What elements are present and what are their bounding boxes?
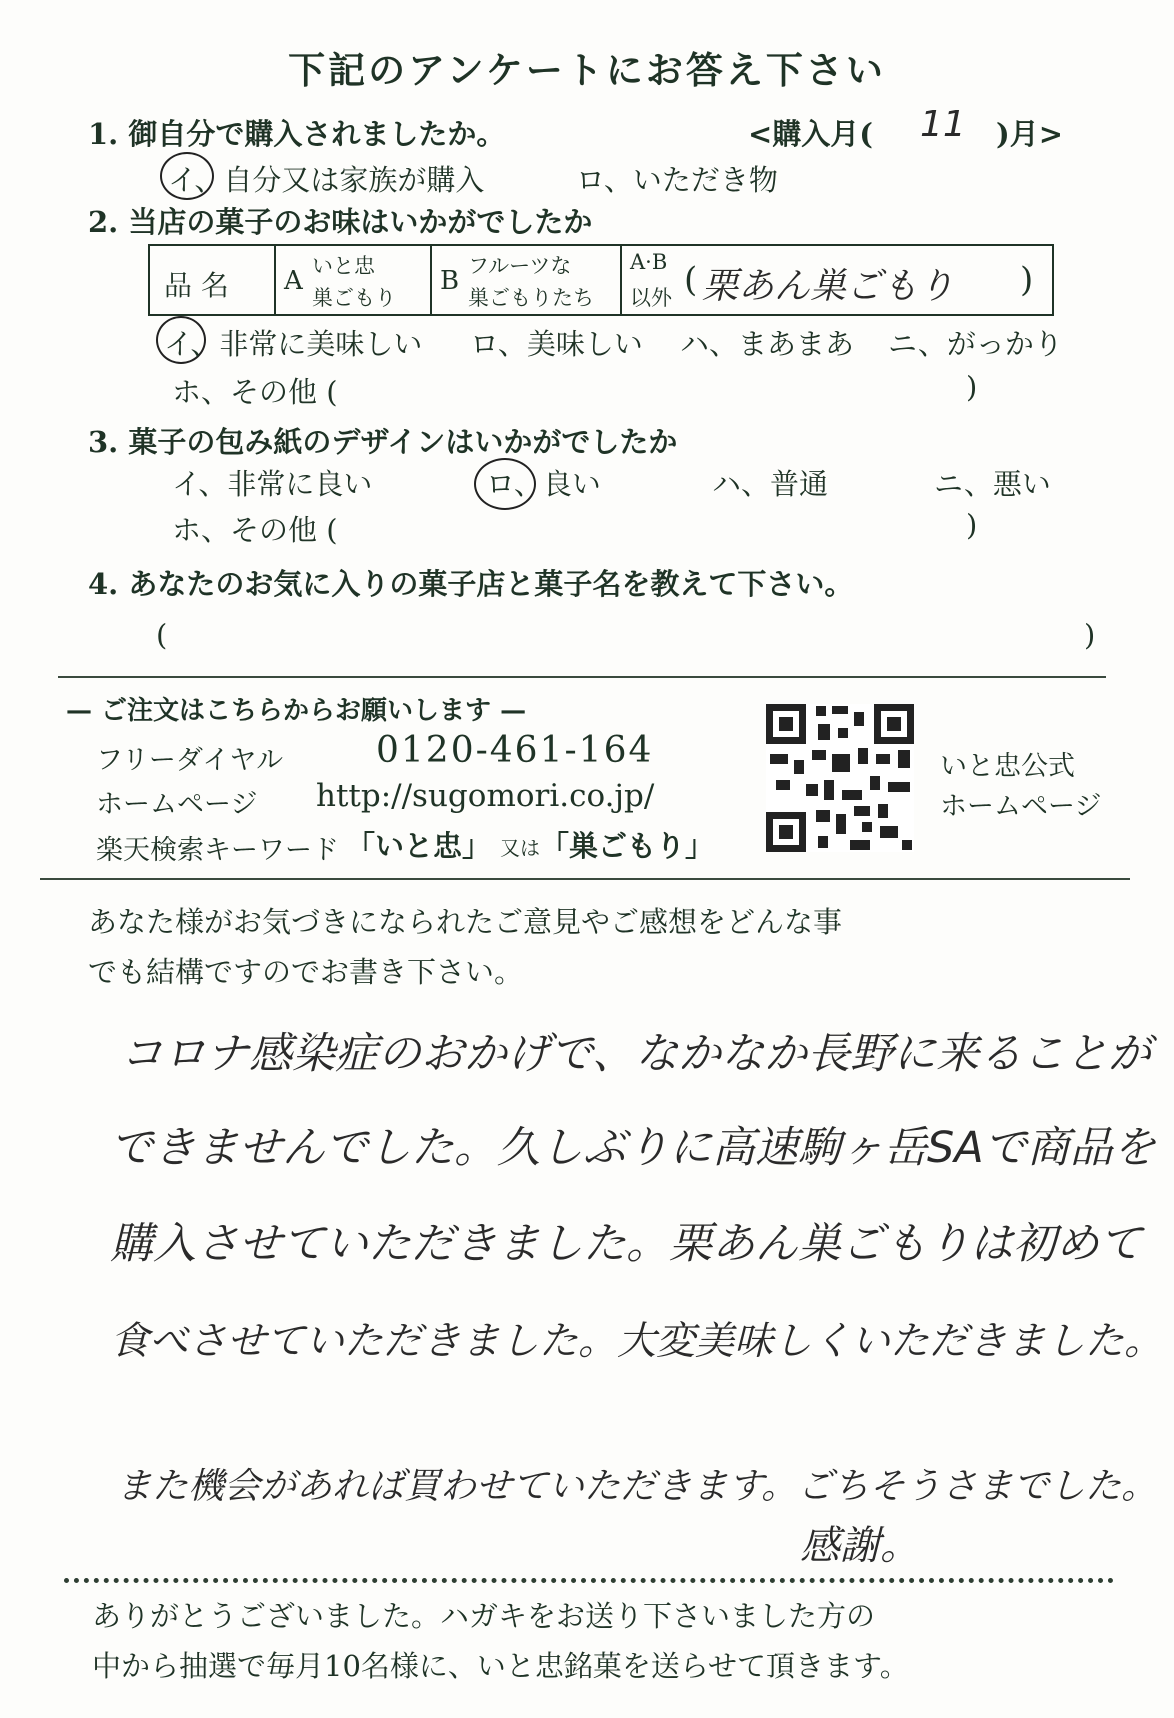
product-other-paren-close: ) <box>1020 260 1034 300</box>
keyword-itochu[interactable]: 「いと忠」 <box>346 829 492 863</box>
keyword-or: 又は <box>500 836 540 860</box>
q3-option-other[interactable]: ホ、その他 ( <box>172 513 338 547</box>
q3-other-paren-close: ) <box>966 508 978 542</box>
q3-label: 3. 菓子の包み紙のデザインはいかがでしたか <box>88 425 678 459</box>
handwritten-comment-line-3: 購入させていただきました。栗あん巣ごもりは初めて <box>110 1219 1142 1269</box>
footer-divider <box>64 1578 1114 1583</box>
q4-paren-close: ) <box>1084 618 1096 652</box>
q3-option-1[interactable]: イ、非常に良い <box>172 467 373 501</box>
q1-option-1[interactable]: イ、自分又は家族が購入 <box>168 163 485 197</box>
product-a-name-1: いと忠 <box>312 254 375 278</box>
product-a-cell <box>274 246 430 314</box>
q2-option-1[interactable]: イ、非常に美味しい <box>164 327 423 361</box>
purchase-month-suffix: )月> <box>996 117 1064 151</box>
product-a-name-2: 巣ごもり <box>312 286 396 310</box>
homepage-label: ホームページ <box>96 789 258 820</box>
q2-option-4[interactable]: ニ、がっかり <box>888 327 1063 361</box>
qr-caption-1: いと忠公式 <box>940 751 1075 782</box>
footer-line-1: ありがとうございました。ハガキをお送り下さいました方の <box>92 1599 876 1633</box>
product-other-paren-open: ( <box>684 260 698 300</box>
free-dial-number[interactable]: 0120-461-164 <box>376 730 654 771</box>
comment-prompt-1: あなた様がお気づきになられたご意見やご感想をどんな事 <box>88 905 843 939</box>
qr-caption-2: ホームページ <box>940 791 1102 822</box>
product-b-cell <box>430 246 620 314</box>
handwritten-comment-line-1: コロナ感染症のおかげで、なかなか長野に来ることが <box>120 1029 1152 1079</box>
product-b-name-2: 巣ごもりたち <box>468 286 594 310</box>
handwritten-comment-line-6: 感謝。 <box>800 1523 920 1569</box>
q2-option-other[interactable]: ホ、その他 ( <box>172 375 338 409</box>
product-name-table <box>148 244 1054 316</box>
q3-option-2[interactable]: ロ、良い <box>486 467 601 501</box>
q3-option-4[interactable]: ニ、悪い <box>934 467 1051 501</box>
product-a-letter: A <box>284 266 303 296</box>
purchase-month-value[interactable]: 11 <box>920 104 966 145</box>
survey-title: 下記のアンケートにお答え下さい <box>288 48 886 92</box>
free-dial-label: フリーダイヤル <box>96 745 284 776</box>
comment-divider <box>40 878 1130 880</box>
homepage-url[interactable]: http://sugomori.co.jp/ <box>316 778 655 814</box>
footer-line-2: 中から抽選で毎月10名様に、いと忠銘菓を送らせて頂きます。 <box>92 1649 909 1683</box>
handwritten-comment-line-5: また機会があれば買わせていただきます。ごちそうさまでした。 <box>116 1466 1158 1507</box>
product-other-label-2: 以外 <box>630 286 672 310</box>
q1-option-2[interactable]: ロ、いただき物 <box>576 163 778 197</box>
handwritten-comment-line-4: 食べさせていただきました。大変美味しくいただきました。 <box>110 1319 1164 1364</box>
product-name-header: 品 名 <box>164 269 229 302</box>
purchase-month-prefix: <購入月( <box>748 117 874 151</box>
q3-option-3[interactable]: ハ、普通 <box>712 467 829 501</box>
q2-option-3[interactable]: ハ、まあまあ <box>680 327 855 361</box>
q2-label: 2. 当店の菓子のお味はいかがでしたか <box>88 205 593 239</box>
rakuten-search-label: 楽天検索キーワード <box>96 835 339 866</box>
q1-label: 1. 御自分で購入されましたか。 <box>88 117 506 151</box>
keyword-sugomori[interactable]: 「巣ごもり」 <box>540 829 715 863</box>
qr-code[interactable] <box>766 704 914 852</box>
q2-option-2[interactable]: ロ、美味しい <box>470 327 643 361</box>
handwritten-comment-line-2: できませんでした。久しぶりに高速駒ヶ岳SAで商品を <box>110 1123 1156 1173</box>
q4-label: 4. あなたのお気に入りの菓子店と菓子名を教えて下さい。 <box>88 567 854 601</box>
product-other-cell[interactable] <box>620 246 1052 314</box>
product-b-name-1: フルーツな <box>468 254 572 278</box>
comment-prompt-2: でも結構ですのでお書き下さい。 <box>88 955 524 989</box>
q4-paren-open[interactable]: ( <box>156 618 168 652</box>
product-other-label-1: A·B <box>630 250 668 274</box>
section-divider <box>58 676 1106 678</box>
product-other-handwritten[interactable]: 栗あん巣ごもり <box>702 266 955 307</box>
q2-other-paren-close: ) <box>966 370 978 404</box>
order-heading: — ご注文はこちらからお願いします — <box>66 696 527 726</box>
product-b-letter: B <box>440 266 460 296</box>
